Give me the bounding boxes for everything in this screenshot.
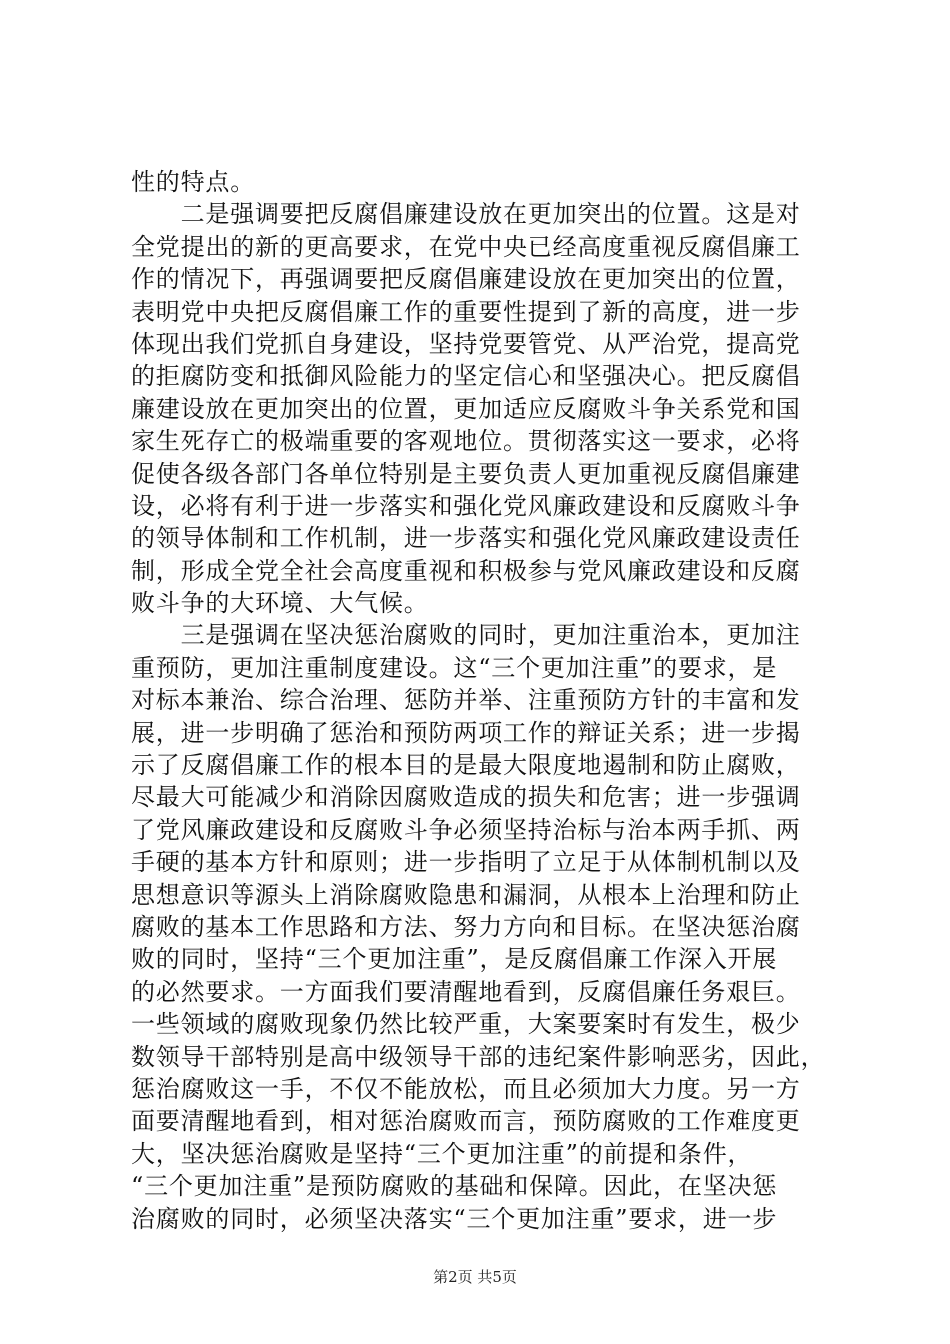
text-line: 数领导干部特别是高中级领导干部的违纪案件影响恶劣，因此，	[131, 1042, 826, 1071]
text-line: 对标本兼治、综合治理、惩防并举、注重预防方针的丰富和发	[131, 686, 801, 715]
text-line: 一些领域的腐败现象仍然比较严重，大案要案时有发生，极少	[131, 1010, 801, 1039]
text-line: 作的情况下，再强调要把反腐倡廉建设放在更加突出的位置，	[131, 265, 801, 294]
text-line: 示了反腐倡廉工作的根本目的是最大限度地遏制和防止腐败，	[131, 751, 801, 780]
text-line: 设，必将有利于进一步落实和强化党风廉政建设和反腐败斗争	[131, 491, 801, 520]
text-line: “三个更加注重”是预防腐败的基础和保障。因此，在坚决惩	[131, 1172, 778, 1201]
text-line: 家生死存亡的极端重要的客观地位。贯彻落实这一要求，必将	[131, 427, 801, 456]
text-line: 尽最大可能减少和消除因腐败造成的损失和危害；进一步强调	[131, 783, 801, 812]
text-line: 的领导体制和工作机制，进一步落实和强化党风廉政建设责任	[131, 524, 801, 553]
text-line: 制，形成全党全社会高度重视和积极参与党风廉政建设和反腐	[131, 556, 801, 585]
page-number-label: 第2页 共5页	[433, 1268, 517, 1286]
text-line: 重预防，更加注重制度建设。这“三个更加注重”的要求，是	[131, 653, 778, 682]
text-line: 腐败的基本工作思路和方法、努力方向和目标。在坚决惩治腐	[131, 912, 801, 941]
text-line: 治腐败的同时，必须坚决落实“三个更加注重”要求，进一步	[131, 1204, 778, 1233]
text-line: 惩治腐败这一手，不仅不能放松，而且必须加大力度。另一方	[131, 1074, 801, 1103]
text-line: 促使各级各部门各单位特别是主要负责人更加重视反腐倡廉建	[131, 459, 801, 488]
text-line: 大，坚决惩治腐败是坚持“三个更加注重”的前提和条件，	[131, 1139, 753, 1168]
text-line: 性的特点。	[131, 168, 255, 196]
text-line: 全党提出的新的更高要求，在党中央已经高度重视反腐倡廉工	[131, 232, 801, 261]
text-line: 体现出我们党抓自身建设，坚持党要管党、从严治党，提高党	[131, 329, 801, 358]
text-line: 面要清醒地看到，相对惩治腐败而言，预防腐败的工作难度更	[131, 1107, 801, 1136]
text-line: 二是强调要把反腐倡廉建设放在更加突出的位置。这是对	[131, 200, 801, 229]
text-line: 三是强调在坚决惩治腐败的同时，更加注重治本，更加注	[131, 621, 801, 650]
text-line: 展，进一步明确了惩治和预防两项工作的辩证关系；进一步揭	[131, 718, 801, 747]
text-line: 的必然要求。一方面我们要清醒地看到，反腐倡廉任务艰巨。	[131, 977, 801, 1006]
text-line: 手硬的基本方针和原则；进一步指明了立足于从体制机制以及	[131, 848, 801, 877]
text-line: 表明党中央把反腐倡廉工作的重要性提到了新的高度，进一步	[131, 297, 801, 326]
text-line: 败的同时，坚持“三个更加注重”，是反腐倡廉工作深入开展	[131, 945, 778, 974]
page-footer	[0, 1267, 950, 1287]
text-line: 败斗争的大环境、大气候。	[131, 589, 429, 618]
text-line: 廉建设放在更加突出的位置，更加适应反腐败斗争关系党和国	[131, 394, 801, 423]
text-line: 了党风廉政建设和反腐败斗争必须坚持治标与治本两手抓、两	[131, 815, 801, 844]
text-line: 的拒腐防变和抵御风险能力的坚定信心和坚强决心。把反腐倡	[131, 362, 801, 391]
text-line: 思想意识等源头上消除腐败隐患和漏洞，从根本上治理和防止	[131, 880, 801, 909]
body-text	[131, 166, 827, 1235]
